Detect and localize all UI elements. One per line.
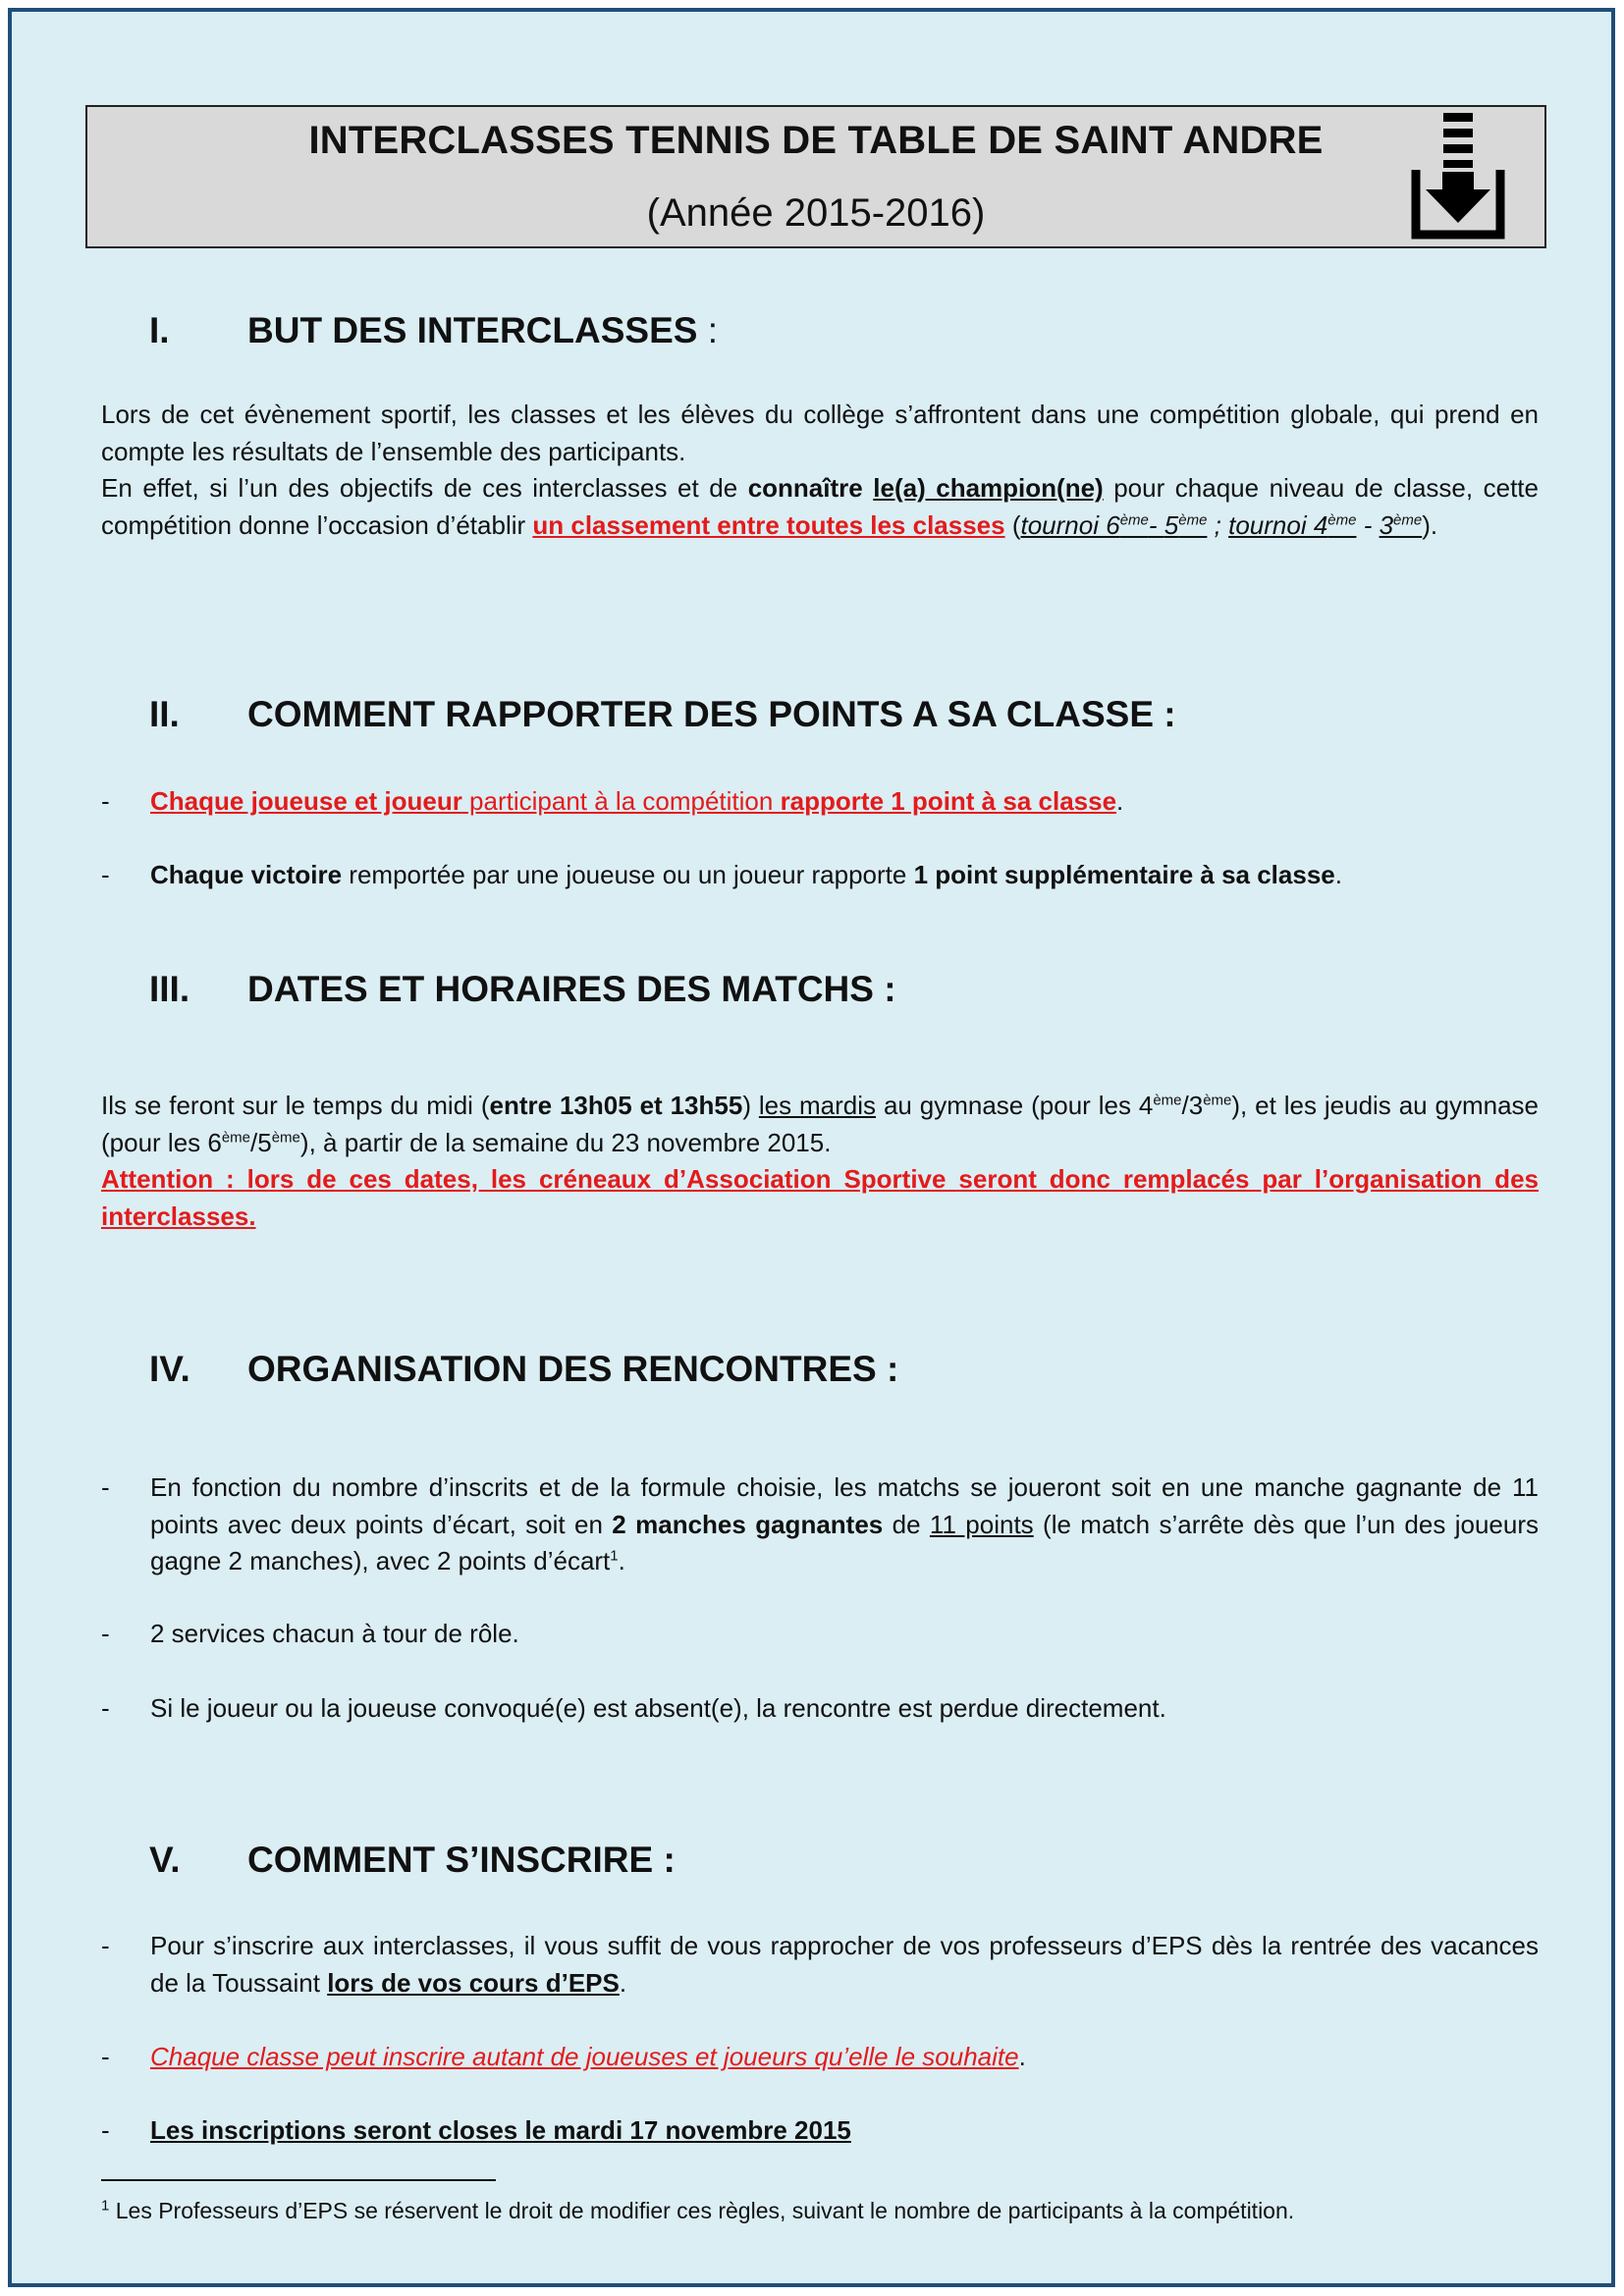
superscript: ème [221,1128,251,1146]
text-run: ) [742,1091,759,1120]
superscript: ème [1203,1092,1232,1109]
text-run: En fonction du nombre d’inscrits et de la formule choisie, les matchs se joueront soit en une manche gagnante de 11 points avec deux points d’écart, soit en [150,1472,1539,1539]
text-run [863,473,874,503]
section-3-attention-note: Attention : lors de ces dates, les créneaux d’Association Sportive seront donc remplacés par l’organisation des interclasses. [101,1164,1539,1231]
text-run-red-emphasis: Chaque joueuse et joueur [150,786,462,816]
section-3-body [101,1088,1539,1235]
text-run: ), à partir de la semaine du 23 novembre 2015. [299,1127,832,1157]
bullet-dash: - [101,1931,110,1960]
bullet-text: 2 services chacun à tour de rôle. [150,1619,519,1648]
section-1-heading [149,310,718,351]
text-run: /5 [250,1127,272,1157]
section-3-number: III. [149,969,190,1009]
text-run: au gymnase (pour les 4 [876,1091,1154,1120]
page-border [8,8,1615,2287]
section-5-heading [149,1840,676,1881]
text-run-bold: 2 manches gagnantes [612,1509,884,1539]
text-run: remportée par une joueuse ou un joueur rapporte [342,860,914,889]
text-run: - [1148,509,1164,540]
text-run-underline: les mardis [758,1091,877,1120]
section-2-heading [149,694,1176,735]
section-1-body [101,397,1539,544]
text-run-bold: Chaque victoire [150,860,343,889]
bullet-dash: - [101,786,110,816]
bullet-dash: - [101,860,110,889]
text-run: ), et les jeudis au gymnase (pour les 6 [101,1091,1540,1157]
header-box [85,105,1546,248]
tournoi-3-text [1380,510,1423,540]
bullet-text [150,1928,1539,2002]
tournoi-65-link [1021,510,1164,540]
section-3-heading [149,969,896,1010]
text-run: (le match s’arrête dès que l’un des joueurs gagne 2 manches), avec 2 points d’écart [150,1509,1539,1575]
text-run-bold: connaître [747,473,863,503]
section-4-bullet-1 [101,1469,1539,1580]
bullet-text [150,783,1539,821]
section-3-title: DATES ET HORAIRES DES MATCHS : [247,969,896,1009]
bullet-dash: - [101,2115,110,2145]
section-5-bullet-2 [101,2039,1539,2076]
section-1-paragraph-1: Lors de cet évènement sportif, les classes et les élèves du collège s’affrontent dans une compétition globale, qui prend en compte les résultats de l’ensemble des participants. [101,400,1539,466]
footnote-mark: 1 [101,2197,110,2215]
footnote-reference: 1 [610,1547,619,1565]
text-run: Pour s’inscrire aux interclasses, il vous suffit de vous rapprocher de vos professeurs d’EPS dès la rentrée des vacances de la Toussaint [150,1931,1539,1998]
section-5-bullet-3 [101,2112,1539,2150]
section-4-bullet-2 [101,1616,1539,1653]
superscript: ème [1119,510,1149,528]
text-run-underline: 11 points [929,1509,1034,1539]
text-run: ). [1422,509,1438,540]
section-4-heading [149,1349,898,1390]
section-5-title: COMMENT S’INSCRIRE : [247,1840,676,1880]
document-title: INTERCLASSES TENNIS DE TABLE DE SAINT ANDRE [308,119,1324,162]
tournoi-43-text [1228,510,1356,540]
bullet-text [150,857,1539,894]
superscript: ème [1153,1092,1182,1109]
text-run-red-italic: Chaque classe peut inscrire autant de joueuses et joueurs qu’elle le souhaite [150,2042,1019,2071]
text-run: 5 [1164,509,1179,540]
bullet-dash: - [101,2042,110,2071]
text-run: - [1356,509,1380,540]
section-5-number: V. [149,1840,181,1880]
text-run: /3 [1181,1091,1204,1120]
section-1-colon: : [697,310,718,350]
text-run-bold-underline: le(a) champion(ne) [873,473,1104,503]
text-run-bold: entre 13h05 et 13h55 [489,1091,743,1120]
text-run: En effet, si l’un des objectifs de ces interclasses et de [101,473,748,503]
bullet-dash: - [101,1472,110,1502]
text-run: ; [1207,509,1229,540]
section-5-bullet-1 [101,1928,1539,2002]
text-run: de [883,1509,930,1539]
text-run: . [1334,860,1342,889]
section-4-title: ORGANISATION DES RENCONTRES : [247,1349,899,1389]
section-1-title: BUT DES INTERCLASSES [247,310,698,350]
footnote-text: Les Professeurs d’EPS se réservent le droit de modifier ces règles, suivant le nombre de participants à la compétition. [109,2198,1295,2223]
text-run-red-emphasis: rapporte 1 point à sa classe [780,786,1117,816]
section-4-bullet-3 [101,1690,1539,1728]
document-subtitle: (Année 2015-2016) [646,191,986,235]
text-run: tournoi 4 [1228,509,1328,540]
section-2-bullet-1 [101,783,1539,821]
section-1-number: I. [149,310,170,350]
superscript: ème [1178,510,1208,528]
text-run: pour chaque niveau de classe, cette compétition donne l’occasion d’établir [101,473,1539,540]
section-2-bullet-2 [101,857,1539,894]
text-run: . [1116,786,1124,816]
section-1-paragraph-2 [101,470,1539,544]
text-run-red-emphasis: un classement entre toutes les classes [532,509,1005,540]
superscript: ème [271,1128,300,1146]
bullet-dash: - [101,1619,110,1648]
footnote-separator [101,2179,496,2181]
text-run: . [619,1967,627,1998]
section-3-paragraph-1 [101,1088,1539,1161]
text-run: 3 [1379,509,1394,540]
bullet-text: Si le joueur ou la joueuse convoqué(e) est absent(e), la rencontre est perdue directement. [150,1693,1166,1723]
text-run-red: participant à la compétition [461,786,781,816]
text-run: . [1018,2042,1026,2071]
text-run-bold: 1 point supplémentaire à sa classe [913,860,1335,889]
text-run-bold-underline: lors de vos cours d’EPS [327,1967,620,1998]
bullet-text: Les inscriptions seront closes le mardi 17 novembre 2015 [150,2115,851,2145]
bullet-dash: - [101,1693,110,1723]
bullet-text [150,1469,1539,1580]
bullet-text [150,2039,1539,2076]
text-run: . [618,1546,625,1575]
section-4-number: IV. [149,1349,190,1389]
text-run: tournoi 6 [1020,509,1120,540]
footnote [101,2196,1294,2225]
superscript: ème [1393,510,1423,528]
tournoi-5-text [1164,510,1208,540]
text-run: Ils se feront sur le temps du midi ( [101,1091,490,1120]
superscript: ème [1327,510,1357,528]
text-run: ( [1004,509,1021,540]
section-2-number: II. [149,694,180,734]
download-icon[interactable] [1400,111,1516,242]
section-2-title: COMMENT RAPPORTER DES POINTS A SA CLASSE : [247,694,1176,734]
